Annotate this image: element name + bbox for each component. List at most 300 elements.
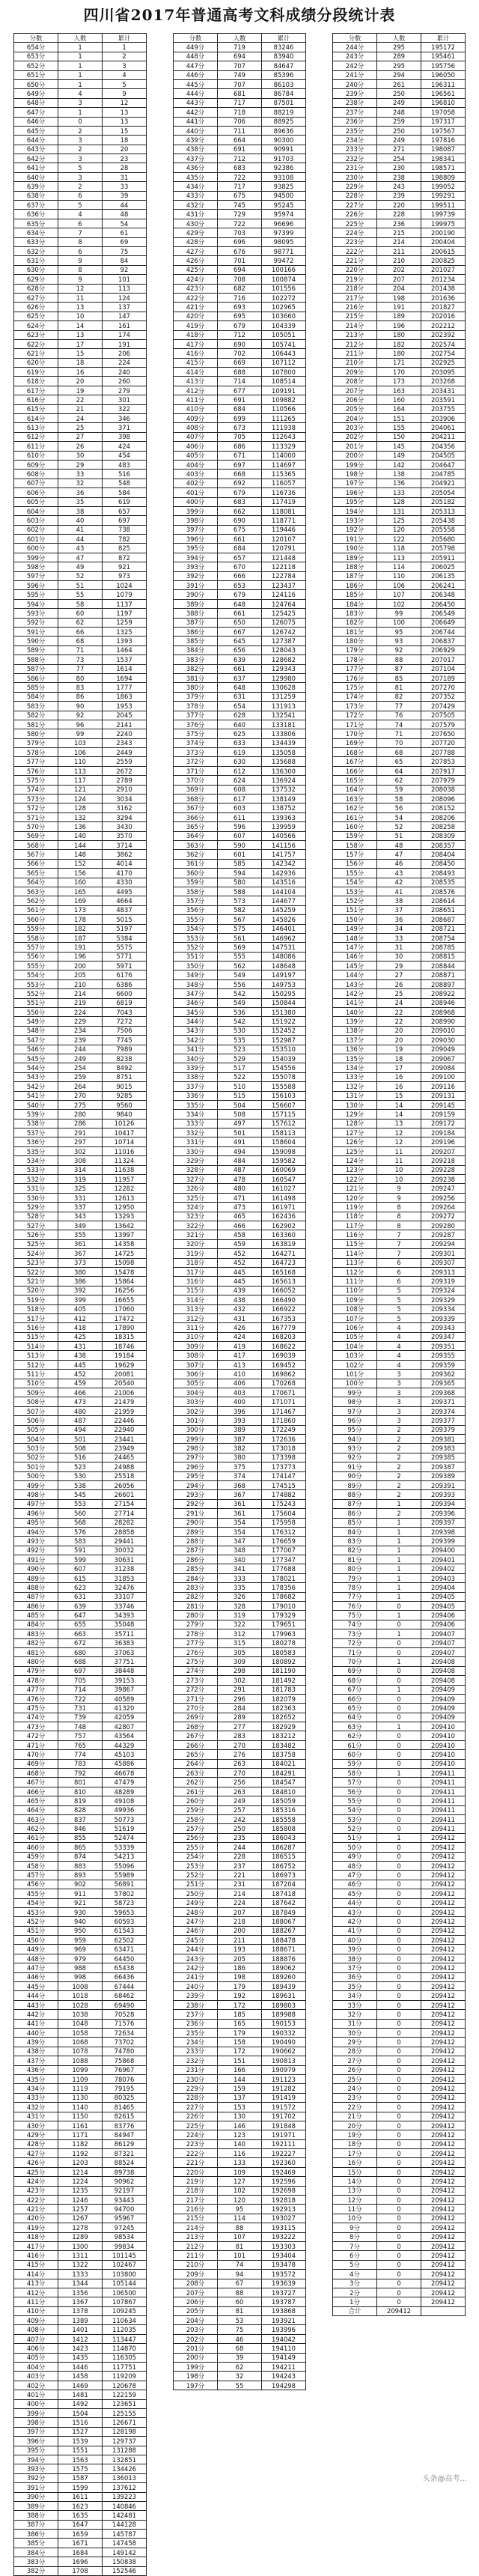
table-row bbox=[174, 2065, 306, 2074]
score-cell: 426分 bbox=[14, 2158, 58, 2167]
score-cell: 65分 bbox=[333, 1704, 377, 1713]
table-row bbox=[333, 915, 466, 924]
cumulative-cell: 111265 bbox=[262, 414, 306, 423]
cumulative-cell: 195172 bbox=[421, 43, 466, 52]
score-cell: 462分 bbox=[14, 1824, 58, 1833]
cumulative-cell: 119209 bbox=[103, 2372, 147, 2381]
table-row bbox=[14, 1453, 147, 1462]
table-row bbox=[333, 711, 466, 720]
table-row bbox=[14, 1332, 147, 1341]
count-cell: 92 bbox=[377, 645, 421, 654]
table-row bbox=[14, 2260, 147, 2269]
table-row bbox=[14, 2112, 147, 2121]
count-cell: 478 bbox=[218, 1175, 262, 1184]
table-row bbox=[174, 1573, 306, 1582]
table-row bbox=[14, 571, 147, 580]
count-cell: 1516 bbox=[58, 2418, 103, 2427]
table-row bbox=[14, 2196, 147, 2205]
table-row bbox=[174, 1620, 306, 1629]
cumulative-cell: 189062 bbox=[262, 1963, 306, 1972]
score-cell: 309分 bbox=[174, 1342, 218, 1351]
count-cell: 545 bbox=[58, 1490, 103, 1499]
score-cell: 448分 bbox=[14, 1954, 58, 1963]
score-cell: 420分 bbox=[174, 312, 218, 321]
score-cell: 8分 bbox=[333, 2232, 377, 2241]
table-row bbox=[174, 2325, 306, 2334]
score-cell: 260分 bbox=[174, 1796, 218, 1805]
cumulative-cell: 176312 bbox=[262, 1527, 306, 1536]
count-cell: 0 bbox=[377, 1694, 421, 1703]
header-count: 人数 bbox=[58, 34, 103, 43]
score-cell: 447分 bbox=[174, 61, 218, 70]
table-row bbox=[14, 2223, 147, 2232]
cumulative-cell: 43564 bbox=[103, 1731, 147, 1740]
table-row bbox=[174, 1193, 306, 1202]
cumulative-cell: 208357 bbox=[421, 840, 466, 849]
count-cell: 291 bbox=[58, 1128, 103, 1137]
count-cell: 855 bbox=[58, 1833, 103, 1842]
cumulative-cell: 162436 bbox=[262, 1212, 306, 1221]
score-cell: 585分 bbox=[14, 683, 58, 692]
count-cell: 137 bbox=[218, 2093, 262, 2102]
score-cell: 441分 bbox=[14, 2019, 58, 2028]
count-cell: 1539 bbox=[58, 2437, 103, 2446]
count-cell: 68 bbox=[58, 637, 103, 645]
count-cell: 637 bbox=[218, 673, 262, 682]
count-cell: 2 bbox=[377, 1453, 421, 1462]
table-row bbox=[174, 432, 306, 441]
score-cell: 406分 bbox=[14, 2344, 58, 2353]
table-row bbox=[174, 1184, 306, 1193]
count-cell: 580 bbox=[218, 878, 262, 887]
cumulative-cell: 186515 bbox=[262, 1852, 306, 1861]
count-cell: 16 bbox=[377, 1072, 421, 1081]
count-cell: 239 bbox=[58, 1036, 103, 1045]
count-cell: 180 bbox=[377, 330, 421, 339]
count-cell: 452 bbox=[218, 1258, 262, 1267]
score-cell: 454分 bbox=[14, 1898, 58, 1907]
score-cell: 216分 bbox=[333, 303, 377, 312]
table-row bbox=[14, 581, 147, 590]
cumulative-cell: 68462 bbox=[103, 1991, 147, 2000]
table-row bbox=[14, 1286, 147, 1295]
cumulative-cell: 206025 bbox=[421, 562, 466, 571]
cumulative-cell: 206744 bbox=[421, 628, 466, 637]
count-cell: 73 bbox=[58, 655, 103, 664]
count-cell: 10 bbox=[377, 1175, 421, 1184]
table-row bbox=[174, 1267, 306, 1276]
cumulative-cell: 208535 bbox=[421, 878, 466, 887]
table-header-row bbox=[333, 34, 466, 43]
cumulative-cell: 92386 bbox=[262, 163, 306, 172]
count-cell: 0 bbox=[377, 2149, 421, 2158]
table-row bbox=[14, 1694, 147, 1703]
cumulative-cell: 187642 bbox=[262, 1898, 306, 1907]
cumulative-cell: 135688 bbox=[262, 757, 306, 766]
cumulative-cell: 163360 bbox=[262, 1230, 306, 1239]
count-cell: 9 bbox=[377, 1193, 421, 1202]
table-row bbox=[333, 108, 466, 117]
count-cell: 1038 bbox=[58, 2010, 103, 2019]
cumulative-cell: 203755 bbox=[421, 404, 466, 413]
table-row bbox=[174, 804, 306, 812]
score-cell: 563分 bbox=[14, 887, 58, 896]
score-cell: 328分 bbox=[174, 1165, 218, 1174]
table-row bbox=[333, 525, 466, 534]
count-cell: 671 bbox=[218, 451, 262, 460]
cumulative-cell: 209228 bbox=[421, 1165, 466, 1174]
score-cell: 564分 bbox=[14, 878, 58, 887]
count-cell: 238 bbox=[377, 172, 421, 181]
count-cell: 130 bbox=[218, 2112, 262, 2121]
cumulative-cell: 192698 bbox=[262, 2186, 306, 2195]
cumulative-cell: 208990 bbox=[421, 1017, 466, 1026]
table-row bbox=[14, 2511, 147, 2520]
score-cell: 7分 bbox=[333, 2241, 377, 2250]
score-cell: 509分 bbox=[14, 1388, 58, 1397]
count-cell: 41 bbox=[58, 525, 103, 534]
count-cell: 1 bbox=[377, 1537, 421, 1546]
table-row bbox=[174, 246, 306, 255]
cumulative-cell: 112643 bbox=[262, 432, 306, 441]
cumulative-cell: 137612 bbox=[103, 2483, 147, 2492]
table-row bbox=[333, 182, 466, 191]
count-cell: 561 bbox=[218, 933, 262, 942]
count-cell: 315 bbox=[218, 1638, 262, 1647]
count-cell: 229 bbox=[58, 1017, 103, 1026]
count-cell: 399 bbox=[58, 1295, 103, 1304]
count-cell: 234 bbox=[58, 1026, 103, 1035]
cumulative-cell: 105051 bbox=[262, 330, 306, 339]
cumulative-cell: 191282 bbox=[262, 2084, 306, 2093]
table-row bbox=[333, 1026, 466, 1035]
score-cell: 233分 bbox=[174, 2047, 218, 2056]
cumulative-cell: 155588 bbox=[262, 1082, 306, 1091]
score-cell: 131分 bbox=[333, 1091, 377, 1100]
score-cell: 457分 bbox=[14, 1871, 58, 1880]
cumulative-cell: 196561 bbox=[421, 89, 466, 98]
count-cell: 1378 bbox=[58, 2306, 103, 2315]
cumulative-cell: 209412 bbox=[421, 2251, 466, 2260]
table-row bbox=[174, 553, 306, 562]
score-cell: 431分 bbox=[14, 2112, 58, 2121]
score-cell: 600分 bbox=[14, 544, 58, 553]
count-cell: 44 bbox=[58, 535, 103, 544]
table-row bbox=[333, 414, 466, 423]
cumulative-cell: 209405 bbox=[421, 1592, 466, 1601]
score-cell: 207分 bbox=[174, 2288, 218, 2297]
cumulative-cell: 2910 bbox=[103, 785, 147, 794]
count-cell: 697 bbox=[58, 1666, 103, 1675]
cumulative-cell: 55989 bbox=[103, 1871, 147, 1880]
score-cell: 74分 bbox=[333, 1620, 377, 1629]
cumulative-cell: 208815 bbox=[421, 952, 466, 961]
cumulative-cell: 149197 bbox=[262, 970, 306, 979]
table-row bbox=[174, 1026, 306, 1035]
count-cell: 250 bbox=[377, 126, 421, 135]
cumulative-cell: 193921 bbox=[262, 2316, 306, 2325]
table-row bbox=[174, 1889, 306, 1898]
cumulative-cell: 184547 bbox=[262, 1778, 306, 1787]
count-cell: 487 bbox=[58, 1416, 103, 1425]
score-cell: 298分 bbox=[174, 1444, 218, 1453]
count-cell: 1119 bbox=[58, 2084, 103, 2093]
table-row bbox=[333, 804, 466, 812]
cumulative-cell: 137532 bbox=[262, 785, 306, 794]
count-cell: 116 bbox=[218, 2149, 262, 2158]
cumulative-cell: 184810 bbox=[262, 1787, 306, 1796]
score-cell: 41分 bbox=[333, 1926, 377, 1935]
cumulative-cell: 39153 bbox=[103, 1676, 147, 1685]
score-cell: 33分 bbox=[333, 2000, 377, 2009]
table-row bbox=[14, 2103, 147, 2112]
count-cell: 29 bbox=[58, 460, 103, 469]
score-cell: 250分 bbox=[174, 1889, 218, 1898]
cumulative-cell: 209412 bbox=[421, 2241, 466, 2250]
count-cell: 24 bbox=[377, 998, 421, 1007]
cumulative-cell: 209049 bbox=[421, 1045, 466, 1054]
count-cell: 530 bbox=[58, 1471, 103, 1480]
cumulative-cell: 102467 bbox=[103, 2260, 147, 2269]
count-cell: 128 bbox=[377, 497, 421, 506]
count-cell: 988 bbox=[58, 1963, 103, 1972]
cumulative-cell: 209359 bbox=[421, 1360, 466, 1369]
cumulative-cell: 105144 bbox=[103, 2279, 147, 2288]
cumulative-cell: 37751 bbox=[103, 1657, 147, 1666]
cumulative-cell: 191123 bbox=[262, 2074, 306, 2083]
score-cell: 517分 bbox=[14, 1313, 58, 1322]
count-cell: 172 bbox=[218, 2047, 262, 2056]
count-cell: 1289 bbox=[58, 2232, 103, 2241]
count-cell: 392 bbox=[58, 1286, 103, 1295]
count-cell: 555 bbox=[218, 952, 262, 961]
count-cell: 0 bbox=[377, 1871, 421, 1880]
cumulative-cell: 27154 bbox=[103, 1499, 147, 1508]
count-cell: 3 bbox=[58, 154, 103, 163]
cumulative-cell: 183482 bbox=[262, 1740, 306, 1749]
count-cell: 52 bbox=[377, 822, 421, 831]
count-cell: 43 bbox=[377, 869, 421, 878]
cumulative-cell: 93825 bbox=[262, 182, 306, 191]
score-cell: 237分 bbox=[174, 2010, 218, 2019]
cumulative-cell: 208152 bbox=[421, 804, 466, 812]
count-cell: 209412 bbox=[377, 2306, 421, 2315]
score-cell: 169分 bbox=[333, 738, 377, 747]
cumulative-cell: 190490 bbox=[262, 2038, 306, 2047]
count-cell: 611 bbox=[218, 812, 262, 821]
score-cell: 120分 bbox=[333, 1193, 377, 1202]
count-cell: 0 bbox=[377, 1647, 421, 1656]
table-row bbox=[174, 1286, 306, 1295]
score-cell: 605分 bbox=[14, 497, 58, 506]
count-cell: 1 bbox=[377, 1685, 421, 1694]
cumulative-cell: 6176 bbox=[103, 970, 147, 979]
score-cell: 408分 bbox=[174, 423, 218, 432]
count-cell: 1 bbox=[377, 1518, 421, 1527]
score-cell: 399分 bbox=[174, 506, 218, 515]
table-row bbox=[174, 2149, 306, 2158]
table-row bbox=[333, 98, 466, 107]
score-cell: 184分 bbox=[333, 599, 377, 608]
count-cell: 439 bbox=[218, 1286, 262, 1295]
table-row bbox=[14, 1657, 147, 1666]
table-row bbox=[14, 1954, 147, 1963]
cumulative-cell: 95967 bbox=[103, 2214, 147, 2223]
count-cell: 473 bbox=[218, 1203, 262, 1212]
score-cell: 394分 bbox=[174, 553, 218, 562]
score-cell: 149分 bbox=[333, 924, 377, 933]
cumulative-cell: 46678 bbox=[103, 1769, 147, 1778]
score-cell: 138分 bbox=[333, 1026, 377, 1035]
cumulative-cell: 151380 bbox=[262, 1008, 306, 1017]
count-cell: 1389 bbox=[58, 2316, 103, 2325]
table-row bbox=[14, 2056, 147, 2065]
score-cell: 639分 bbox=[14, 182, 58, 191]
count-cell: 52 bbox=[58, 571, 103, 580]
table-row bbox=[14, 497, 147, 506]
count-cell: 1696 bbox=[58, 2557, 103, 2566]
score-cell: 228分 bbox=[174, 2093, 218, 2102]
score-cell: 537分 bbox=[14, 1128, 58, 1137]
score-cell: 136分 bbox=[333, 1045, 377, 1054]
score-cell: 357分 bbox=[174, 896, 218, 905]
count-cell: 7 bbox=[377, 1230, 421, 1239]
table-row bbox=[333, 1045, 466, 1054]
cumulative-cell: 208946 bbox=[421, 998, 466, 1007]
cumulative-cell: 205313 bbox=[421, 506, 466, 515]
score-cell: 516分 bbox=[14, 1323, 58, 1332]
table-row bbox=[14, 2306, 147, 2315]
table-row bbox=[333, 1036, 466, 1045]
table-row bbox=[14, 2437, 147, 2446]
score-cell: 153分 bbox=[333, 887, 377, 896]
table-row bbox=[333, 795, 466, 804]
cumulative-cell: 88219 bbox=[262, 108, 306, 117]
count-cell: 1278 bbox=[58, 2223, 103, 2232]
count-cell: 459 bbox=[218, 1239, 262, 1248]
count-cell: 0 bbox=[377, 2251, 421, 2260]
table-row bbox=[174, 108, 306, 117]
score-cell: 439分 bbox=[174, 136, 218, 145]
table-row bbox=[14, 1573, 147, 1582]
score-cell: 443分 bbox=[174, 98, 218, 107]
score-cell: 562分 bbox=[14, 896, 58, 905]
table-row bbox=[174, 479, 306, 487]
table-row bbox=[333, 924, 466, 933]
table-row bbox=[174, 525, 306, 534]
table-row bbox=[14, 2566, 147, 2575]
score-cell: 549分 bbox=[14, 1017, 58, 1026]
table-row bbox=[174, 126, 306, 135]
score-cell: 205分 bbox=[333, 404, 377, 413]
count-cell: 16 bbox=[58, 368, 103, 377]
table-row bbox=[174, 2251, 306, 2260]
table-row bbox=[333, 2279, 466, 2288]
cumulative-cell: 74780 bbox=[103, 2047, 147, 2056]
count-cell: 191 bbox=[377, 303, 421, 312]
score-cell: 266分 bbox=[174, 1740, 218, 1749]
count-cell: 19 bbox=[377, 1045, 421, 1054]
score-cell: 17分 bbox=[333, 2149, 377, 2158]
score-cell: 194分 bbox=[333, 506, 377, 515]
count-cell: 6 bbox=[377, 1267, 421, 1276]
count-cell: 228 bbox=[218, 1852, 262, 1861]
cumulative-cell: 192913 bbox=[262, 2205, 306, 2214]
count-cell: 654 bbox=[218, 702, 262, 711]
cumulative-cell: 136924 bbox=[262, 776, 306, 785]
count-cell: 0 bbox=[377, 1852, 421, 1861]
cumulative-cell: 200615 bbox=[421, 246, 466, 255]
cumulative-cell: 125155 bbox=[103, 2409, 147, 2418]
table-row bbox=[14, 516, 147, 525]
cumulative-cell: 204061 bbox=[421, 423, 466, 432]
cumulative-cell: 209389 bbox=[421, 1471, 466, 1480]
cumulative-cell: 872 bbox=[103, 553, 147, 562]
table-row bbox=[14, 321, 147, 330]
count-cell: 631 bbox=[58, 1592, 103, 1601]
table-row bbox=[333, 1509, 466, 1518]
score-cell: 589分 bbox=[14, 645, 58, 654]
table-row bbox=[333, 404, 466, 413]
count-cell: 172 bbox=[218, 2000, 262, 2009]
table-row bbox=[14, 738, 147, 747]
score-cell: 356分 bbox=[174, 905, 218, 914]
count-cell: 0 bbox=[377, 2205, 421, 2214]
count-cell: 120 bbox=[218, 2196, 262, 2205]
score-cell: 502分 bbox=[14, 1453, 58, 1462]
cumulative-cell: 1464 bbox=[103, 645, 147, 654]
count-cell: 254 bbox=[58, 1063, 103, 1072]
cumulative-cell: 30631 bbox=[103, 1555, 147, 1564]
score-cell: 118分 bbox=[333, 1212, 377, 1221]
table-row bbox=[174, 933, 306, 942]
score-cell: 60分 bbox=[333, 1750, 377, 1759]
table-row bbox=[333, 1146, 466, 1155]
count-cell: 145 bbox=[377, 442, 421, 451]
count-cell: 60 bbox=[58, 609, 103, 618]
count-cell: 705 bbox=[218, 432, 262, 441]
cumulative-cell: 96696 bbox=[262, 219, 306, 228]
score-cell: 374分 bbox=[174, 738, 218, 747]
cumulative-cell: 147 bbox=[103, 312, 147, 321]
table-row bbox=[14, 451, 147, 460]
count-cell: 8 bbox=[58, 265, 103, 274]
count-cell: 0 bbox=[377, 1926, 421, 1935]
table-row bbox=[333, 979, 466, 988]
cumulative-cell: 161498 bbox=[262, 1193, 306, 1202]
count-cell: 9 bbox=[377, 1184, 421, 1193]
cumulative-cell: 193572 bbox=[262, 2270, 306, 2279]
cumulative-cell: 9285 bbox=[103, 1091, 147, 1100]
table-row bbox=[14, 61, 147, 70]
table-row bbox=[174, 358, 306, 367]
cumulative-cell: 180892 bbox=[262, 1657, 306, 1666]
table-row bbox=[333, 2270, 466, 2279]
score-cell: 195分 bbox=[333, 497, 377, 506]
score-cell: 112分 bbox=[333, 1267, 377, 1276]
score-cell: 23分 bbox=[333, 2093, 377, 2102]
cumulative-cell: 197317 bbox=[421, 117, 466, 126]
count-cell: 393 bbox=[218, 1416, 262, 1425]
cumulative-cell: 209394 bbox=[421, 1499, 466, 1508]
table-row bbox=[174, 2223, 306, 2232]
table-row bbox=[14, 414, 147, 423]
table-row bbox=[174, 145, 306, 154]
count-cell: 650 bbox=[218, 618, 262, 627]
cumulative-cell: 16256 bbox=[103, 1286, 147, 1295]
score-cell: 307分 bbox=[174, 1360, 218, 1369]
score-cell: 445分 bbox=[14, 1982, 58, 1991]
